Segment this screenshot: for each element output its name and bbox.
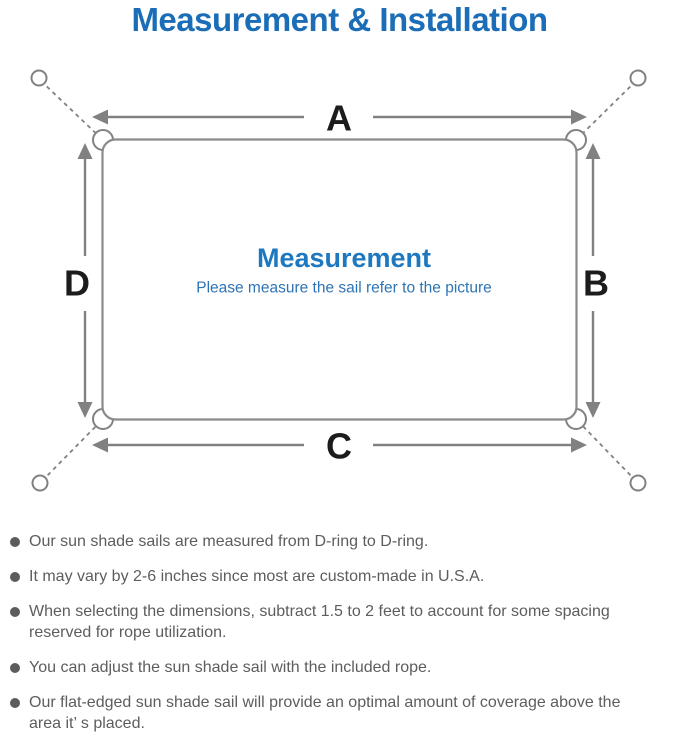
measurement-diagram: [0, 55, 679, 515]
bullet-dot-icon: [10, 607, 20, 617]
arrowhead-up-icon: [78, 143, 93, 159]
rope-line-bottom-left: [42, 419, 103, 481]
note-item: [10, 657, 656, 678]
note-text: When selecting the dimensions, subtract 1.5 to 2 feet to account for some spacing reserved for rope utilization.: [29, 603, 610, 641]
label-side-d: D: [64, 262, 90, 304]
arrowhead-left-icon: [92, 110, 108, 125]
diagram-center-title: Measurement: [256, 243, 432, 273]
label-side-c: C: [326, 425, 352, 467]
note-text: It may vary by 2-6 inches since most are custom-made in U.S.A.: [29, 568, 485, 585]
note-text: Our sun shade sails are measured from D-ring to D-ring.: [29, 533, 429, 550]
bullet-dot-icon: [10, 663, 20, 673]
arrowhead-down-icon: [78, 402, 93, 418]
bullet-dot-icon: [10, 572, 20, 582]
anchor-point-icon: [32, 71, 47, 86]
anchor-point-icon: [631, 71, 646, 86]
anchor-point-icon: [33, 476, 48, 491]
anchor-point-icon: [631, 476, 646, 491]
note-item: [10, 692, 656, 734]
diagram-center-subtitle: Please measure the sail refer to the picture: [196, 279, 492, 297]
arrowhead-down-icon: [586, 402, 601, 418]
note-item: [10, 566, 656, 587]
bullet-dot-icon: [10, 698, 20, 708]
note-item: [10, 531, 656, 552]
page-title: Measurement & Installation: [131, 1, 548, 38]
rope-line-top-right: [576, 81, 636, 140]
arrowhead-right-icon: [571, 438, 587, 453]
label-side-a: A: [326, 97, 352, 139]
rope-line-top-left: [41, 81, 103, 140]
note-item: [10, 601, 656, 643]
note-text: You can adjust the sun shade sail with the included rope.: [29, 659, 432, 676]
arrowhead-up-icon: [586, 143, 601, 159]
arrowhead-left-icon: [92, 438, 108, 453]
arrowhead-right-icon: [571, 110, 587, 125]
rope-line-bottom-right: [576, 419, 636, 481]
bullet-dot-icon: [10, 537, 20, 547]
note-text: Our flat-edged sun shade sail will provide an optimal amount of coverage above the area it’ s placed.: [29, 694, 621, 732]
label-side-b: B: [583, 262, 609, 304]
notes-list: [10, 531, 656, 748]
